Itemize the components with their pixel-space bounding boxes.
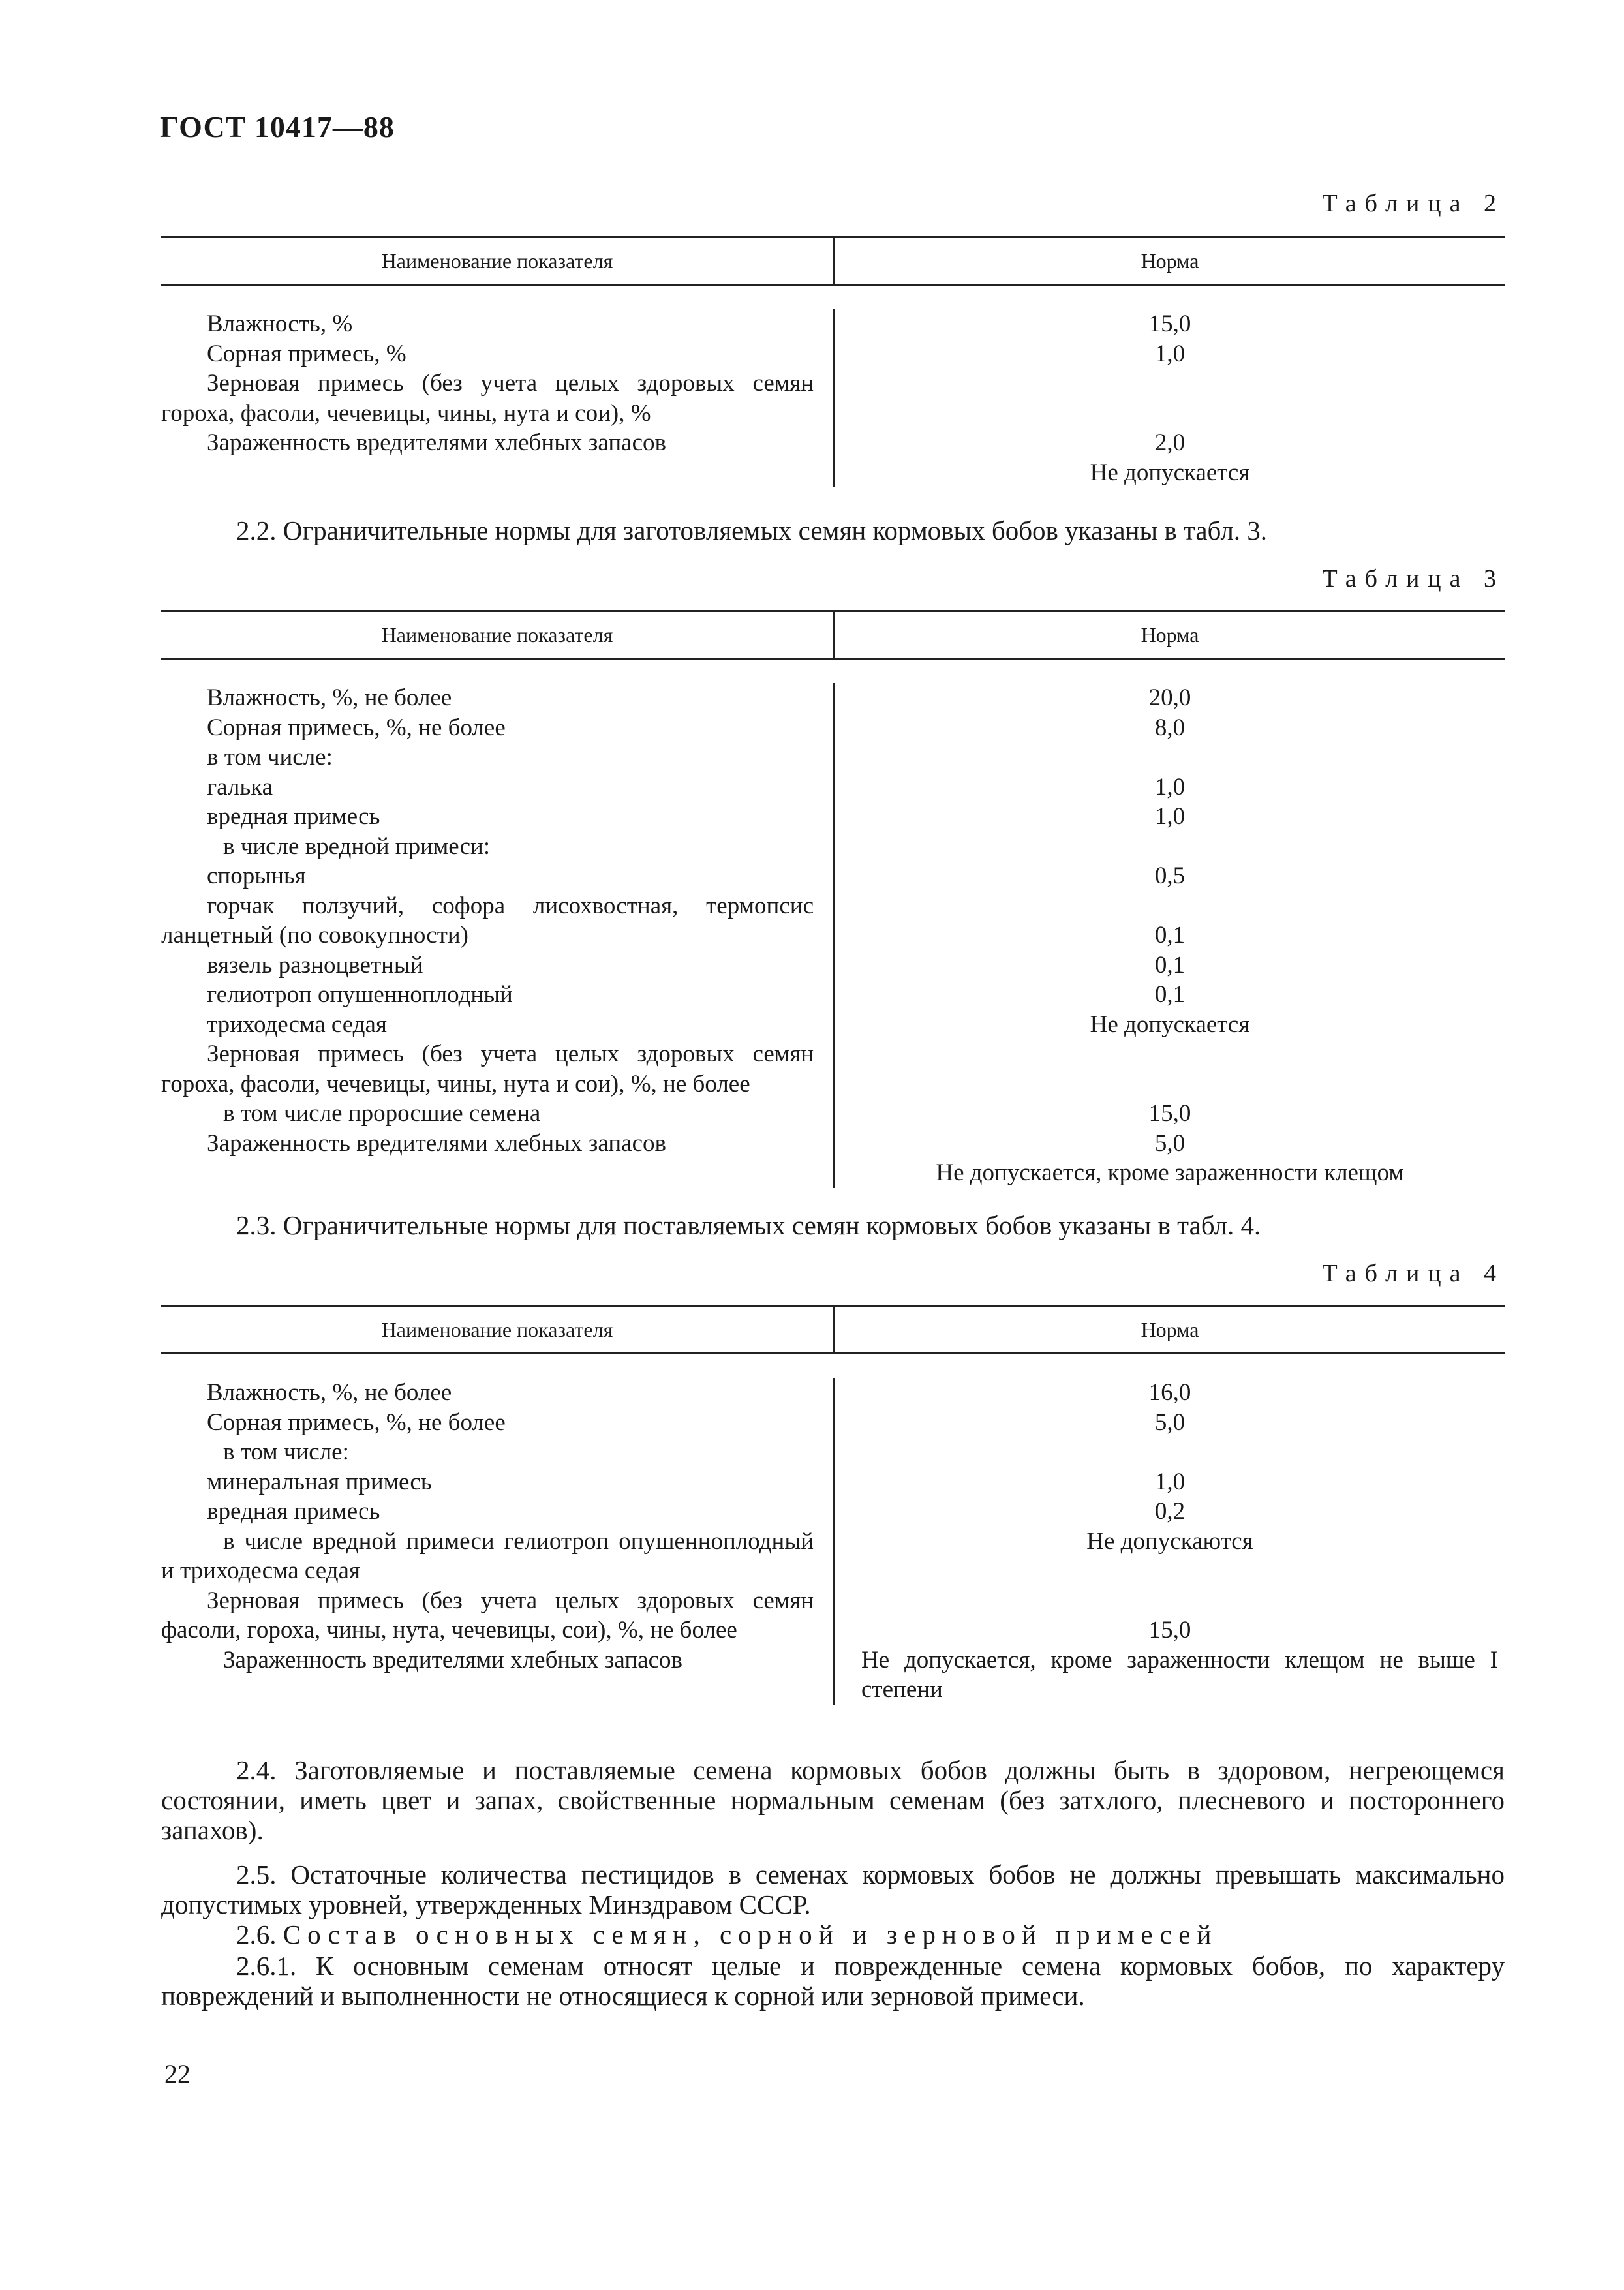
table-row-norm: Не допускается, кроме зараженности клещом не выше I степени: [861, 1646, 1498, 1703]
paragraph-2-6: [161, 1919, 1505, 1949]
table-row-norm: 0,1: [1154, 981, 1186, 1008]
table-row-norm: 15,0: [1148, 1617, 1191, 1643]
table-row-norm: Не допускается: [1090, 1011, 1250, 1038]
table-row-norm: 0,1: [1154, 922, 1186, 949]
table-row-norm: 1,0: [1154, 1468, 1186, 1495]
table-row-norm: 20,0: [1148, 684, 1191, 711]
table-row-norm: [835, 1437, 1505, 1467]
table-row-norm: 0,5: [1154, 863, 1186, 889]
table-row-norm: [835, 742, 1505, 772]
table-row-name: Сорная примесь, %, не более: [207, 714, 506, 741]
col-norm-header: Норма: [1141, 249, 1199, 273]
table4-caption: Таблица 4: [1322, 1260, 1505, 1287]
table-row-norm: 15,0: [1148, 311, 1191, 337]
section-title: Состав основных семян, сорной и зерновой примесей: [283, 1919, 1218, 1949]
table-row-name: Влажность, %, не более: [207, 1379, 452, 1406]
table-row-name: Зерновая примесь (без учета целых здоровых семян фасоли, гороха, чины, нута, чечевицы, сои), %, не более: [161, 1587, 814, 1643]
table-row-name: Сорная примесь, %, не более: [207, 1409, 506, 1436]
page-number: 22: [164, 2059, 191, 2088]
table-row-name: спорынья: [207, 863, 306, 889]
col-norm-header: Норма: [1141, 622, 1199, 647]
paragraph-2-2: 2.2. Ограничительные нормы для заготовляемых семян кормовых бобов указаны в табл. 3.: [236, 515, 1268, 545]
table-row-name: Влажность, %: [207, 311, 353, 337]
table-row-name: Зараженность вредителями хлебных запасов: [207, 429, 666, 456]
table-row-norm: Не допускаются: [1086, 1527, 1253, 1555]
table2-header: [161, 238, 1505, 286]
paragraph-2-5: 2.5. Остаточные количества пестицидов в семенах кормовых бобов не должны превышать максимально допустимых уровней, утвержденных Минздравом СССР.: [161, 1859, 1505, 1919]
paragraph-2-3: 2.3. Ограничительные нормы для поставляемых семян кормовых бобов указаны в табл. 4.: [236, 1210, 1261, 1240]
section-number: 2.6.: [236, 1919, 277, 1949]
table-row-norm: 1,0: [1154, 803, 1186, 830]
table-row-name: в числе вредной примеси гелиотроп опушенноплодный и триходесма седая: [161, 1527, 814, 1584]
table-row-name: Зараженность вредителями хлебных запасов: [223, 1646, 682, 1673]
table3-caption: Таблица 3: [1322, 565, 1505, 592]
table-row-norm: 15,0: [1148, 1100, 1191, 1127]
table-row-name: Влажность, %, не более: [207, 684, 452, 711]
table-row-norm: 1,0: [1154, 773, 1186, 801]
col-norm-header: Норма: [1141, 1317, 1199, 1341]
table-row-name: в том числе:: [223, 1439, 349, 1465]
table-row-norm: 5,0: [1154, 1129, 1186, 1157]
table-row-name: гелиотроп опушенноплодный: [207, 981, 513, 1008]
table-row-name: триходесма седая: [207, 1011, 387, 1038]
table-row-name: галька: [207, 773, 273, 801]
table-row-name: Зерновая примесь (без учета целых здоровых семян гороха, фасоли, чечевицы, чины, нута и сои), %: [161, 370, 814, 427]
table-row-name: вязель разноцветный: [207, 951, 423, 979]
col-name-header: Наименование показателя: [161, 1307, 835, 1352]
table-row-norm: 1,0: [1154, 340, 1186, 367]
table-row-name: минеральная примесь: [207, 1468, 432, 1495]
table-row-name: горчак ползучий, софора лисохвостная, термопсис ланцетный (по совокупности): [161, 892, 814, 949]
table4: [161, 1305, 1505, 1705]
paragraph-2-4: 2.4. Заготовляемые и поставляемые семена кормовых бобов должны быть в здоровом, негреющемся состоянии, иметь цвет и запах, свойственные нормальным семенам (без затхлого, плесневого и постороннего запахов).: [161, 1755, 1505, 1845]
table2-caption: Таблица 2: [1322, 190, 1505, 217]
table-row-norm: [835, 832, 1505, 862]
table-row-norm: 16,0: [1148, 1379, 1191, 1406]
table-row-norm: 2,0: [1154, 429, 1186, 456]
table-row-norm: 5,0: [1154, 1409, 1186, 1436]
table-row-name: Зараженность вредителями хлебных запасов: [207, 1129, 666, 1157]
table-row-norm: 0,2: [1154, 1498, 1186, 1525]
table2: [161, 236, 1505, 487]
paragraph-2-6-1: 2.6.1. К основным семенам относят целые и поврежденные семена кормовых бобов, по характеру повреждений и выполненности не относящиеся к сорной или зерновой примеси.: [161, 1951, 1505, 2011]
col-name-header: Наименование показателя: [161, 238, 835, 284]
table-row-name: Сорная примесь, %: [207, 340, 406, 367]
table-row-name: вредная примесь: [207, 1498, 380, 1525]
document-header: ГОСТ 10417—88: [160, 110, 395, 144]
col-name-header: Наименование показателя: [161, 612, 835, 658]
table-row-name: Зерновая примесь (без учета целых здоровых семян гороха, фасоли, чечевицы, чины, нута и сои), %, не более: [161, 1041, 814, 1097]
table-row-norm: Не допускается: [1090, 459, 1250, 486]
table-row-name: в том числе:: [207, 744, 333, 771]
table-row-norm: 0,1: [1154, 951, 1186, 979]
table4-header: [161, 1307, 1505, 1354]
table-row-name: в том числе проросшие семена: [223, 1100, 541, 1127]
table-row-norm: Не допускается, кроме зараженности клещом: [936, 1159, 1404, 1186]
table-row-norm: 8,0: [1154, 714, 1186, 741]
table-row-name: в числе вредной примеси:: [223, 832, 491, 860]
table3-header: [161, 612, 1505, 660]
table3: [161, 610, 1505, 1188]
table-row-name: вредная примесь: [207, 803, 380, 830]
